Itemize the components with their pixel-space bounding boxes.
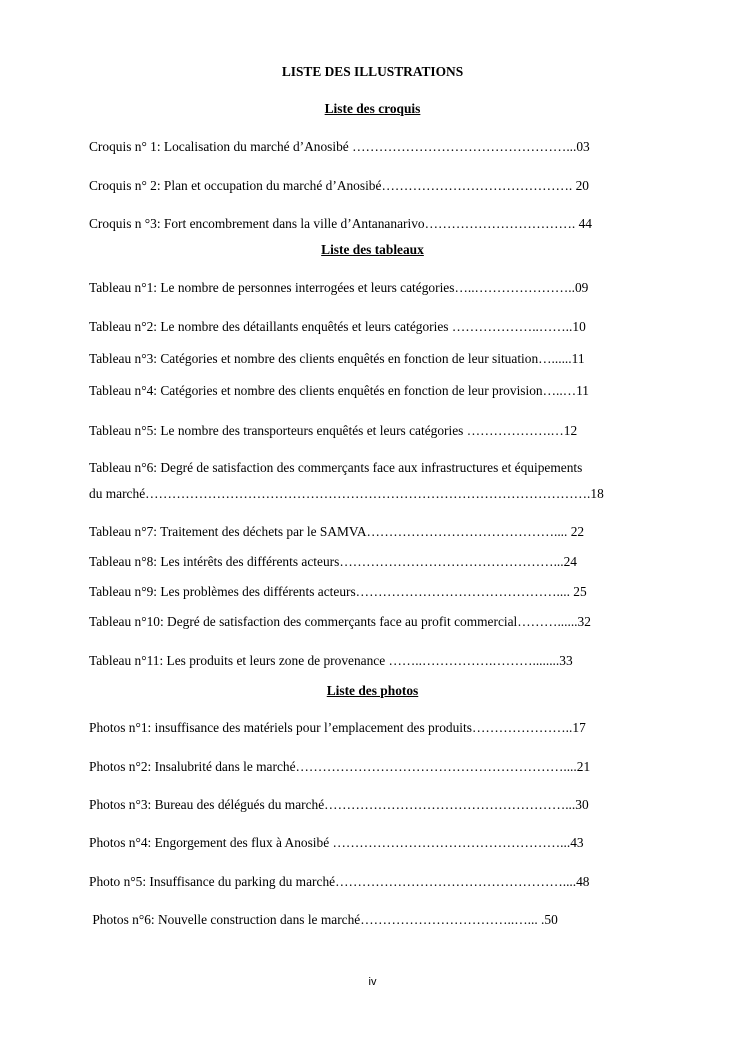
tableau-item-6: Tableau n°6: Degré de satisfaction des commerçants face aux infrastructures et équipements — [89, 460, 583, 475]
tableaux-heading: Liste des tableaux — [321, 242, 424, 257]
tableau-item-5: Tableau n°5: Le nombre des transporteurs enquêtés et leurs catégories ……………….…12 — [89, 423, 578, 438]
photos-heading: Liste des photos — [326, 683, 419, 698]
tableau-item-3: Tableau n°3: Catégories et nombre des clients enquêtés en fonction de leur situation…......11 — [89, 351, 585, 366]
tableau-item-6-cont: du marché……………………………………………………………………………………….18 — [89, 486, 604, 501]
croquis-item-1: Croquis n° 1: Localisation du marché d’Anosibé …………………………………………...03 — [89, 139, 590, 154]
photo-item-3: Photos n°3: Bureau des délégués du marché………………………………………………...30 — [89, 797, 589, 812]
tableau-item-4: Tableau n°4: Catégories et nombre des clients enquêtés en fonction de leur provision…..…11 — [89, 383, 589, 398]
croquis-item-3: Croquis n °3: Fort encombrement dans la ville d’Antananarivo……………………………. 44 — [89, 216, 592, 231]
photo-item-4: Photos n°4: Engorgement des flux à Anosibé ……………………………………………...43 — [89, 835, 584, 850]
croquis-item-2: Croquis n° 2: Plan et occupation du marché d’Anosibé……………………………………. 20 — [89, 178, 590, 193]
tableau-item-9: Tableau n°9: Les problèmes des différents acteurs……………………………………….... 25 — [89, 584, 587, 599]
tableau-item-10: Tableau n°10: Degré de satisfaction des commerçants face au profit commercial………......32 — [89, 614, 591, 629]
tableau-item-2: Tableau n°2: Le nombre des détaillants enquêtés et leurs catégories ………………..……..10 — [89, 319, 586, 334]
tableau-item-8: Tableau n°8: Les intérêts des différents acteurs…………………………………………...24 — [89, 554, 577, 569]
photo-item-5: Photo n°5: Insuffisance du parking du marché……………………………………………....48 — [89, 874, 590, 889]
photo-item-1: Photos n°1: insuffisance des matériels pour l’emplacement des produits…………………..17 — [89, 720, 586, 735]
tableau-item-11: Tableau n°11: Les produits et leurs zone de provenance ……..…………….………........33 — [89, 653, 573, 668]
photo-item-6: Photos n°6: Nouvelle construction dans le marché……………………………..…... .50 — [89, 912, 558, 927]
page-number: iv — [368, 976, 377, 988]
tableau-item-7: Tableau n°7: Traitement des déchets par le SAMVA…………………………………….... 22 — [89, 524, 585, 539]
photo-item-2: Photos n°2: Insalubrité dans le marché……………………………………………………....21 — [89, 759, 591, 774]
page-title: LISTE DES ILLUSTRATIONS — [281, 64, 464, 79]
croquis-heading: Liste des croquis — [324, 101, 421, 116]
tableau-item-1: Tableau n°1: Le nombre de personnes interrogées et leurs catégories…..…………………..09 — [89, 280, 589, 295]
